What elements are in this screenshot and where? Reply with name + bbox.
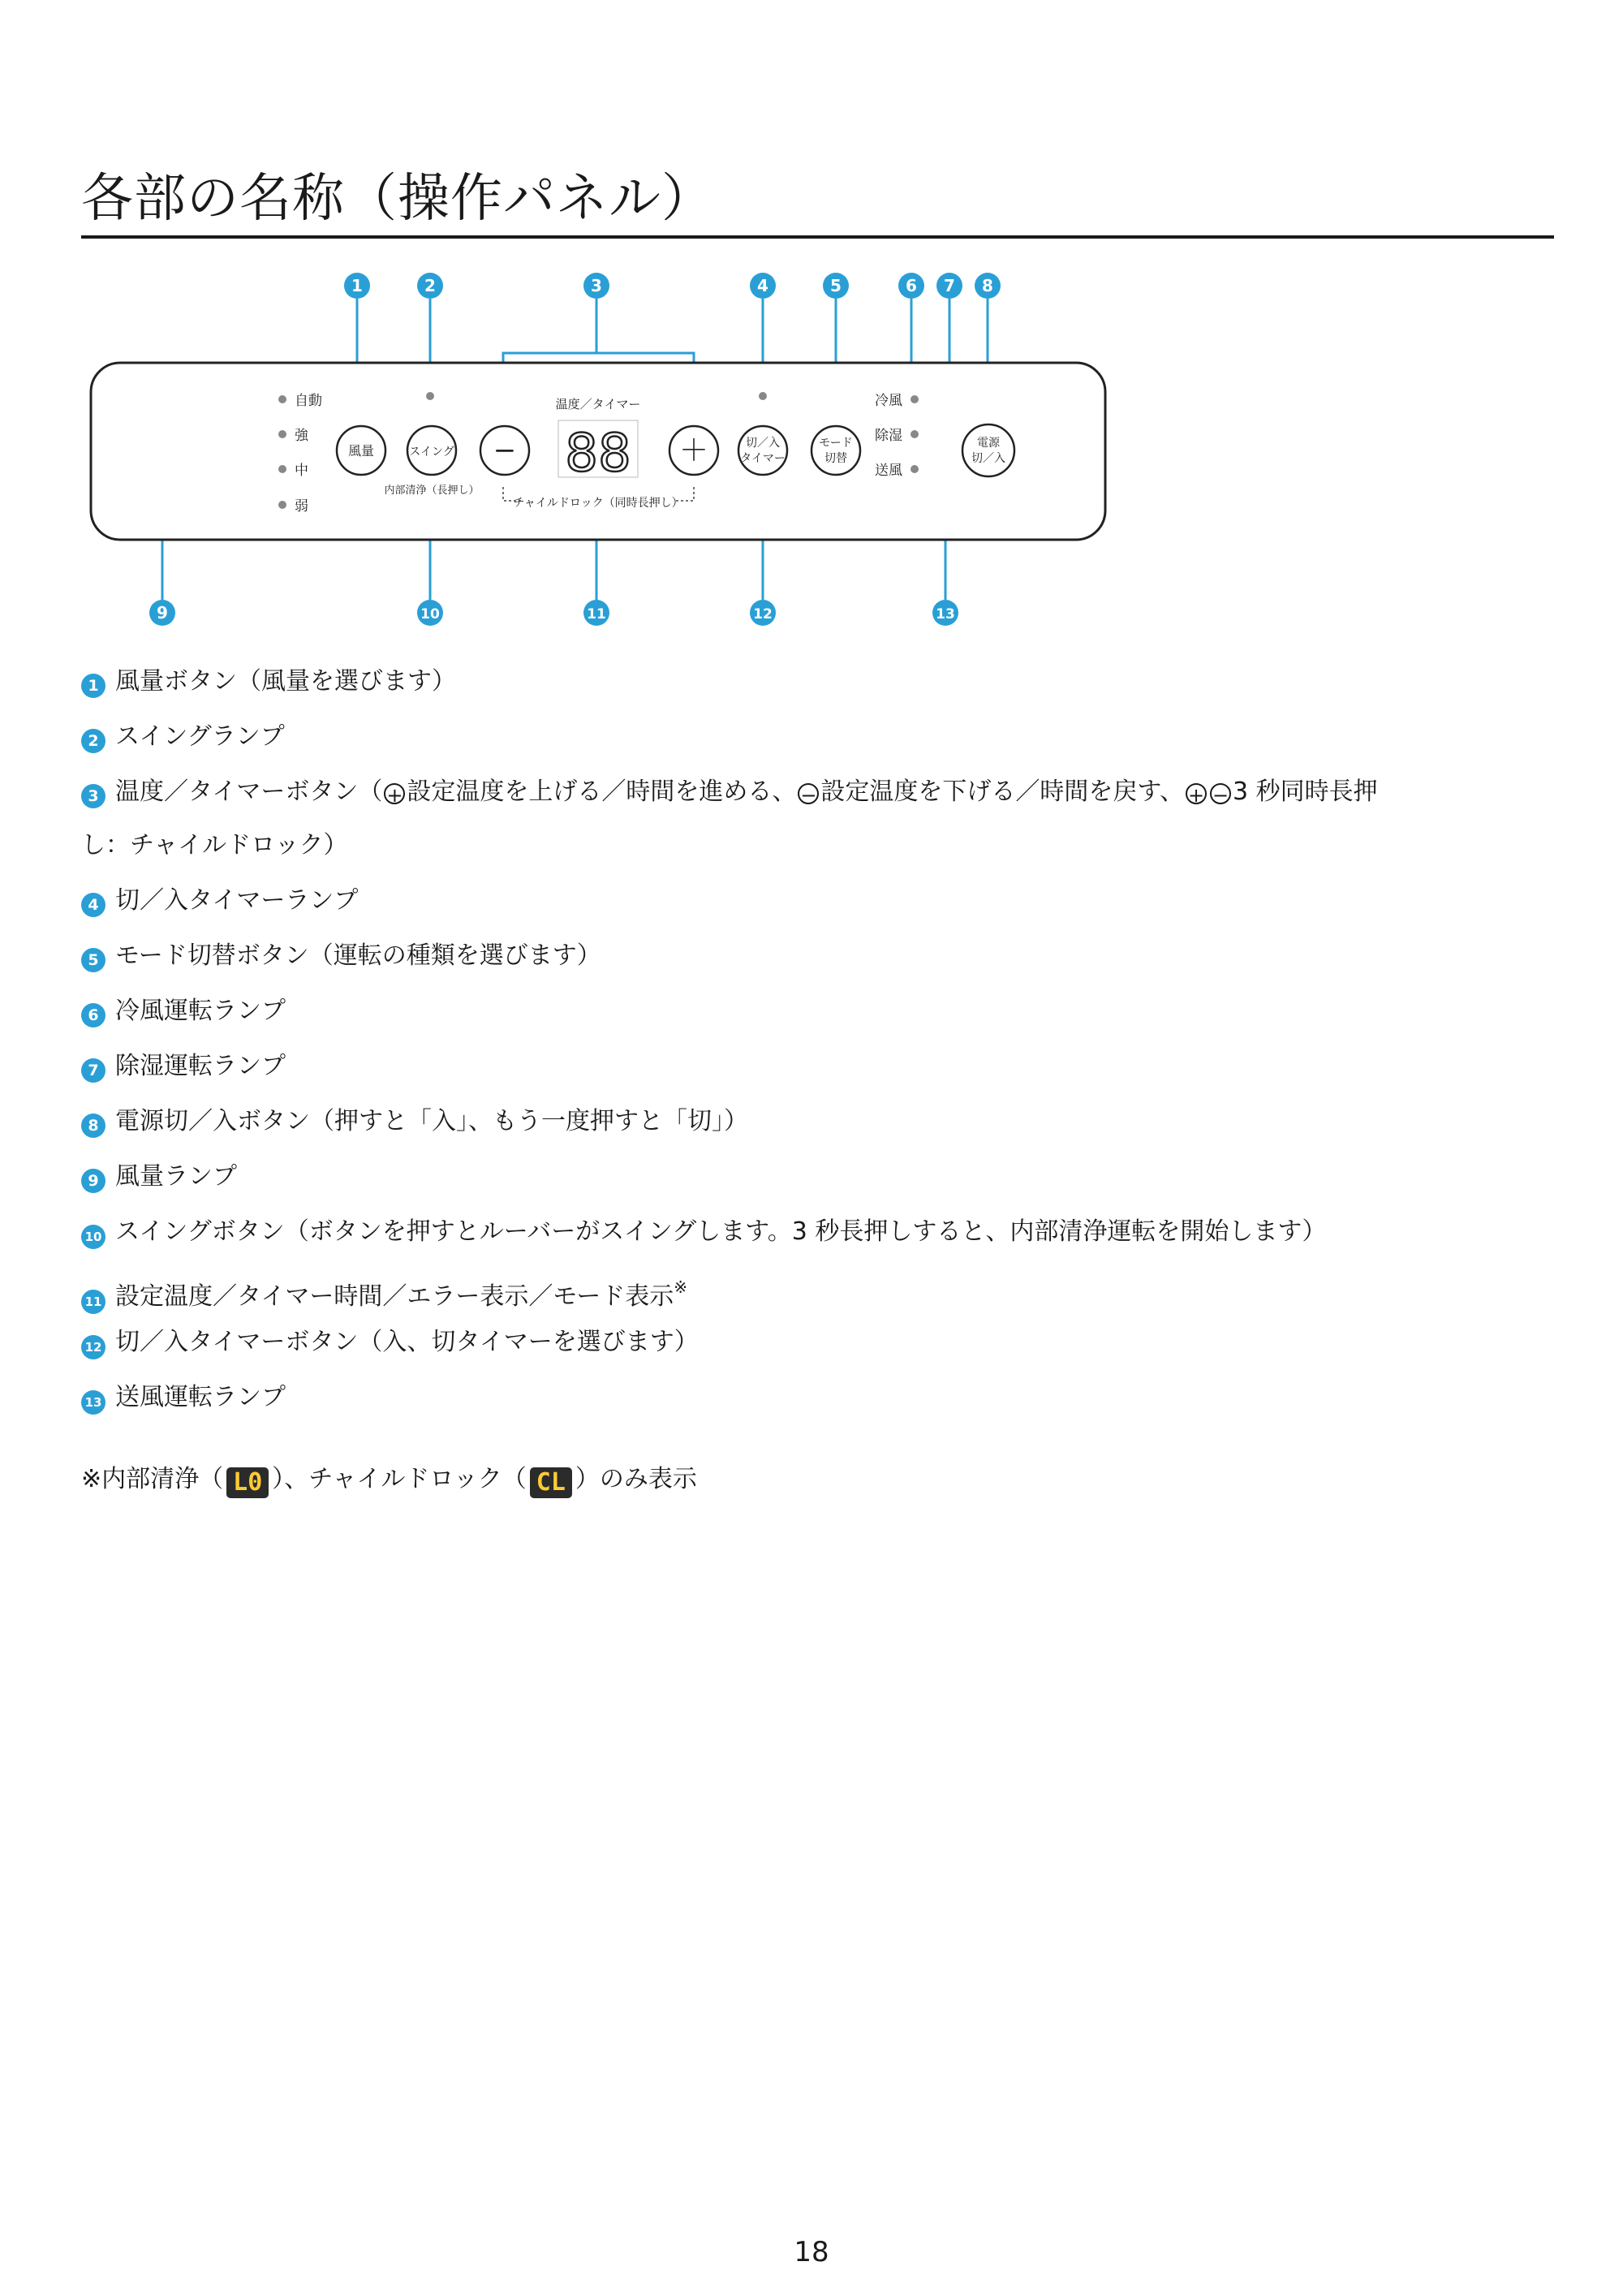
callout-4-label: 4: [757, 276, 768, 295]
legend-item-13: 13 送風運転ランプ: [81, 1381, 286, 1415]
plus-icon: +: [1186, 783, 1207, 804]
minus-button-label: −: [493, 434, 517, 467]
power-button-label-1: 電源: [977, 437, 1000, 450]
legend-item-9: 9 風量ランプ: [81, 1161, 237, 1193]
callout-6-label: 6: [906, 276, 917, 295]
callout-1-label: 1: [351, 276, 363, 295]
legend-item-6: 6 冷風運転ランプ: [81, 995, 286, 1027]
legend-item-4: 4 切／入タイマーランプ: [81, 885, 358, 917]
display-label: 温度／タイマー: [555, 397, 641, 411]
legend-item-12: 12 切／入タイマーボタン（入、切タイマーを選びます）: [81, 1326, 699, 1359]
legend-item-1: 1 風量ボタン（風量を選びます）: [81, 666, 456, 698]
mode-lamp-dry: 除湿: [875, 428, 902, 444]
timer-button-label-1: 切／入: [746, 437, 780, 450]
swing-lamp: [426, 392, 434, 400]
fan-level-low: 弱: [295, 498, 308, 515]
child-lock-label: チャイルドロック（同時長押し）: [513, 497, 683, 510]
minus-icon: −: [798, 783, 819, 804]
legend-item-10: 10 スイングボタン（ボタンを押すとルーバーがスイングします。3 秒長押しすると、内部清浄運転を開始します）: [81, 1216, 1326, 1249]
callout-9-label: 9: [157, 603, 168, 622]
timer-lamp: [759, 392, 767, 400]
callout-7-label: 7: [944, 276, 955, 295]
mode-button-label-2: 切替: [824, 452, 847, 465]
lo-display: L0: [226, 1467, 269, 1498]
control-panel-diagram: [0, 0, 1623, 649]
plus-icon: +: [384, 783, 405, 804]
callout-5-label: 5: [830, 276, 842, 295]
fan-level-mid: 中: [295, 463, 308, 479]
minus-icon: −: [1210, 783, 1231, 804]
legend-item-5: 5 モード切替ボタン（運転の種類を選びます）: [81, 940, 601, 972]
callout-11-label: 11: [587, 606, 606, 622]
callout-10-label: 10: [420, 606, 440, 622]
page-title: 各部の名称（操作パネル）: [81, 169, 714, 229]
plus-button-label: ＋: [678, 434, 709, 467]
legend-item-2: 2 スイングランプ: [81, 721, 285, 753]
page-number: 18: [794, 2236, 829, 2268]
callout-3-label: 3: [591, 276, 602, 295]
fan-button-label: 風量: [347, 443, 375, 459]
cl-display: CL: [530, 1467, 572, 1498]
swing-sublabel: 内部清浄（長押し）: [384, 485, 480, 497]
legend-item-7: 7 除湿運転ランプ: [81, 1050, 286, 1083]
mode-lamp-fan: 送風: [875, 463, 902, 479]
mode-lamp-cool: 冷風: [875, 393, 902, 409]
callout-8-label: 8: [982, 276, 993, 295]
mode-button: [812, 426, 860, 475]
fan-level-high: 強: [295, 428, 308, 444]
display-note: ※内部清浄（ L0 ）、チャイルドロック（ CL ）のみ表示: [81, 1465, 697, 1497]
legend-item-11: 11 設定温度／タイマー時間／エラー表示／モード表示※: [81, 1271, 687, 1314]
legend-item-3-cont: し：チャイルドロック）: [81, 831, 348, 859]
power-button-label-2: 切／入: [971, 452, 1005, 465]
legend-item-8: 8 電源切／入ボタン（押すと「入」、もう一度押すと「切」）: [81, 1105, 748, 1138]
timer-button-label-2: タイマー: [740, 452, 786, 465]
callout-2-label: 2: [424, 276, 436, 295]
swing-button-label: スイング: [409, 446, 454, 459]
callout-12-label: 12: [753, 606, 773, 622]
display-digits: 88: [565, 424, 631, 484]
callout-13-label: 13: [936, 606, 955, 622]
timer-button: [738, 426, 787, 475]
mode-button-label-1: モード: [819, 437, 853, 450]
power-button: [962, 424, 1014, 476]
fan-level-auto: 自動: [295, 393, 322, 409]
legend-item-3: 3 温度／タイマーボタン（ + 設定温度を上げる／時間を進める、 − 設定温度を下げる／時間を戻す、 + − 3 秒同時長押: [81, 776, 1378, 808]
